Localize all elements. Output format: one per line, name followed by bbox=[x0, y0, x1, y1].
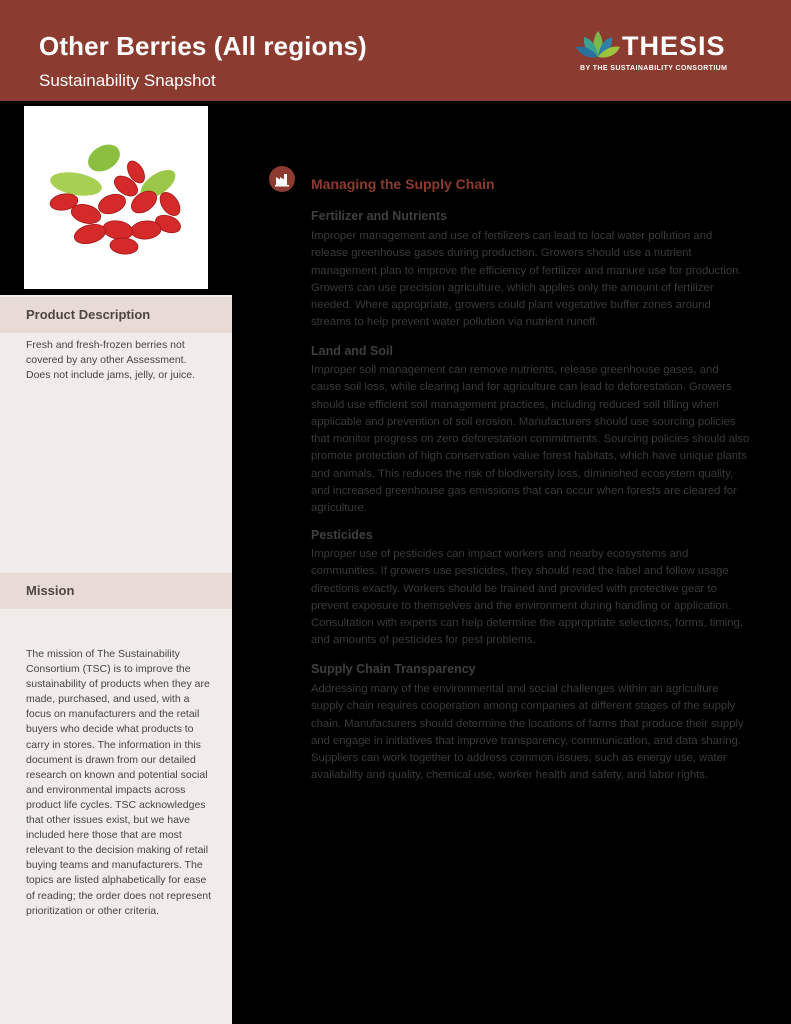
topic-heading-land-soil: Land and Soil bbox=[311, 344, 393, 358]
mission-heading-bar bbox=[0, 573, 232, 609]
thesis-logo bbox=[574, 27, 744, 75]
mission-text: The mission of The Sustainability Consortium (TSC) is to improve the sustainability of products when they are made, purchased, and used, with a focus on manufacturers and the retail buyers who decide what products to carry in stores. The information in this document is drawn from our detailed research on known and potential social and environmental impacts across product life cycles. TSC acknowledges that other issues exist, but we have included here those that are most relevant to the decision making of retail buying teams and manufacturers. The topics are listed alphabetically for ease of reading; the order does not represent prioritization or other criteria. bbox=[26, 648, 212, 917]
berries-photo-icon bbox=[24, 106, 208, 289]
topic-heading-pesticides: Pesticides bbox=[311, 528, 373, 542]
logo-tagline: BY THE SUSTAINABILITY CONSORTIUM bbox=[580, 65, 728, 72]
product-description-text: Fresh and fresh-frozen berries not covered by any other Assessment. Does not include jams, jelly, or juice. bbox=[26, 339, 196, 381]
topic-body-land-soil: Improper soil management can remove nutrients, release greenhouse gases, and cause soil loss, while clearing land for agriculture can lead to deforestation. Growers should use efficient soil management practices, including reduced soil tilling when applicable and prevention of soil erosion. Manufacturers should use sourcing policies that monitor progress on zero deforestation commitments. Sourcing policies should also promote protection of high conservation value forest habitats, which have unique plants and animals. This reduces the risk of biodiversity loss, diminished ecosystem quality, and increased greenhouse gas emissions that can occur when forests are cleared for agriculture. bbox=[311, 364, 750, 515]
logo-wordmark: THESIS bbox=[622, 31, 726, 61]
topic-body-fertilizer: Improper management and use of fertilizers can lead to local water pollution and release greenhouse gases during production. Growers should use a nutrient management plan to improve the efficiency of fertilizer and manure use for production. Growers can use precision agriculture, which applies only the amount of fertilizer needed. Where appropriate, growers could plant vegetative buffer zones around streams to help prevent water pollution via nutrient runoff. bbox=[311, 230, 742, 329]
topic-body-supply-chain-transparency: Addressing many of the environmental and social challenges within an agriculture supply chain requires cooperation among companies at different stages of the supply chain. Manufacturers should determine the locations of farms that produce their supply and engage in initiatives that improve transparency, communication, and data sharing. Suppliers can work together to address common issues, such as energy use, water availability and quality, chemical use, worker health and safety, and labor rights. bbox=[311, 683, 744, 782]
page-title: Other Berries (All regions) bbox=[39, 31, 367, 61]
topic-heading-fertilizer: Fertilizer and Nutrients bbox=[311, 209, 448, 223]
factory-icon bbox=[269, 166, 295, 192]
section-title: Managing the Supply Chain bbox=[311, 176, 495, 192]
topic-heading-supply-chain-transparency: Supply Chain Transparency bbox=[311, 662, 476, 676]
mission-heading: Mission bbox=[26, 583, 75, 598]
product-photo bbox=[24, 106, 208, 289]
page-subtitle: Sustainability Snapshot bbox=[39, 71, 216, 90]
product-description-heading-bar bbox=[0, 297, 232, 333]
product-description-heading: Product Description bbox=[26, 307, 151, 322]
leaf-logo-icon bbox=[574, 27, 622, 63]
page-header bbox=[0, 0, 791, 101]
topic-body-pesticides: Improper use of pesticides can impact workers and nearby ecosystems and communities. If growers use pesticides, they should read the label and follow usage directions exactly. Workers should be trained and provided with protective gear to prevent exposure to themselves and the environment during handling or application. Consultation with experts can help determine the appropriate selections, forms, timing, and amounts of pesticides for pest problems. bbox=[311, 548, 744, 647]
